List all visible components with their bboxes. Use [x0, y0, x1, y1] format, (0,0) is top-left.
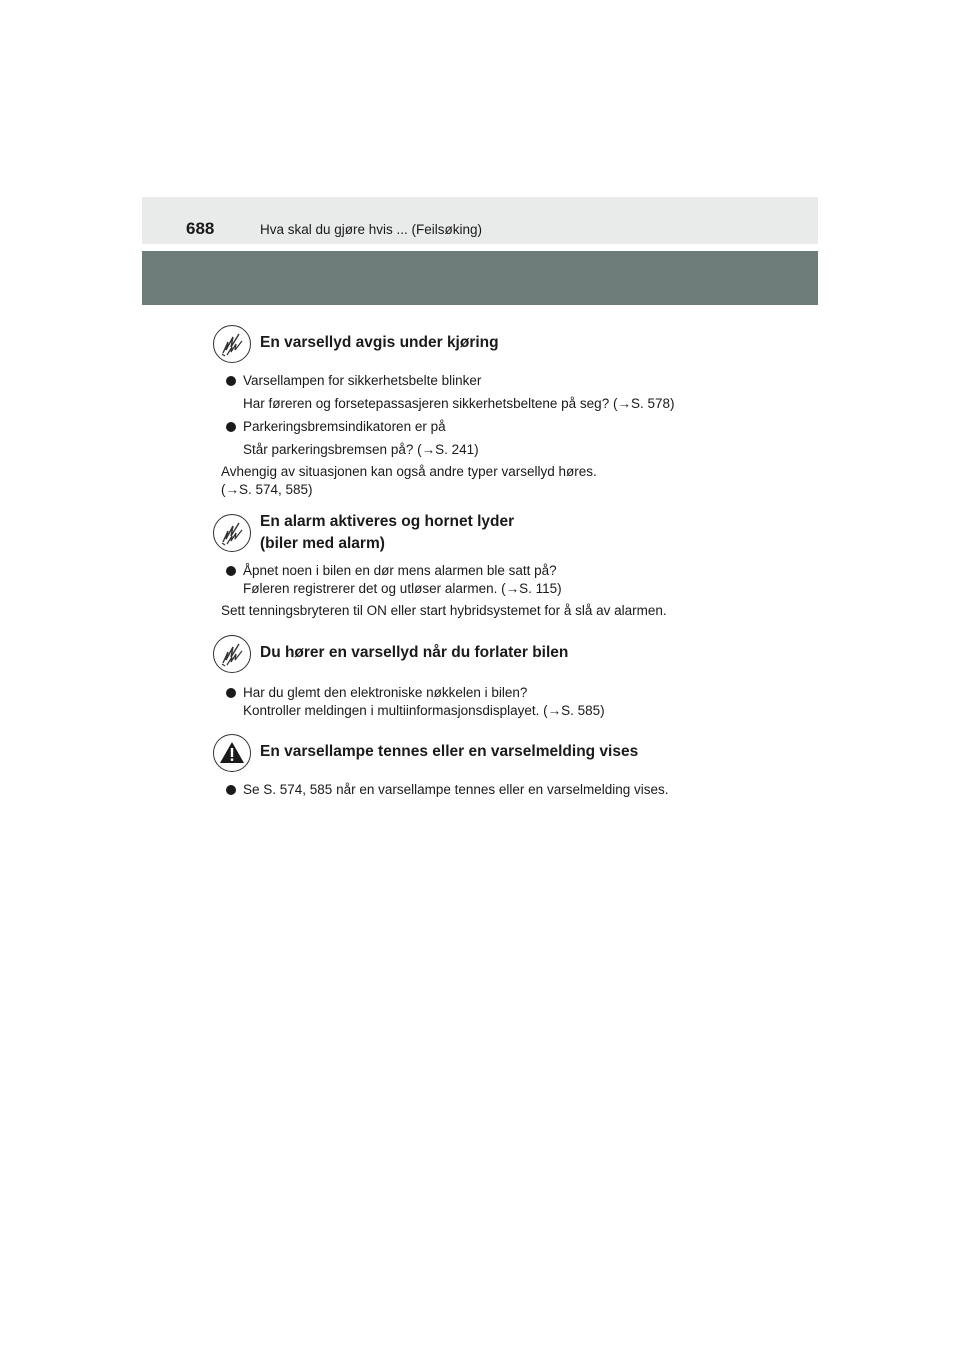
bullet-text: Kontroller meldingen i multiinformasjonsdisplayet. (→S. 585) — [243, 703, 605, 718]
note-text: Sett tenningsbryteren til ON eller start hybridsystemet for å slå av alarmen. — [221, 603, 667, 618]
bullet-text: Åpnet noen i bilen en dør mens alarmen ble satt på? — [243, 563, 557, 578]
bullet-text: Varsellampen for sikkerhetsbelte blinker — [243, 373, 482, 388]
bullet — [226, 566, 236, 576]
section-title: En varsellyd avgis under kjøring — [260, 334, 499, 351]
bullet — [226, 422, 236, 432]
page-number: 688 — [186, 219, 215, 238]
bullet-text: Har du glemt den elektroniske nøkkelen i bilen? — [243, 685, 528, 700]
bullet-text: Står parkeringsbremsen på? (→S. 241) — [243, 442, 479, 457]
chapter-title: Hva skal du gjøre hvis ... (Feilsøking) — [260, 222, 483, 237]
section-title: En alarm aktiveres og hornet lyder — [260, 513, 515, 530]
sound-wave-icon — [213, 635, 251, 673]
bullet-text: Føleren registrerer det og utløser alarmen. (→S. 115) — [243, 581, 562, 596]
note-text: (→S. 574, 585) — [221, 482, 313, 497]
sound-wave-icon — [213, 514, 251, 552]
sound-wave-icon — [213, 325, 251, 363]
bullet — [226, 376, 236, 386]
section-title: En varsellampe tennes eller en varselmelding vises — [260, 743, 639, 760]
bullet-text: Har føreren og forsetepassasjeren sikkerhetsbeltene på seg? (→S. 578) — [243, 396, 675, 411]
section-title: Du hører en varsellyd når du forlater bilen — [260, 644, 569, 661]
bullet — [226, 688, 236, 698]
bullet-text: Parkeringsbremsindikatoren er på — [243, 419, 446, 434]
warning-triangle-icon — [213, 734, 251, 772]
section-title: (biler med alarm) — [260, 535, 385, 552]
bullet-text: Se S. 574, 585 når en varsellampe tennes eller en varselmelding vises. — [243, 782, 669, 797]
note-text: Avhengig av situasjonen kan også andre typer varsellyd høres. — [221, 464, 597, 479]
bullet — [226, 785, 236, 795]
